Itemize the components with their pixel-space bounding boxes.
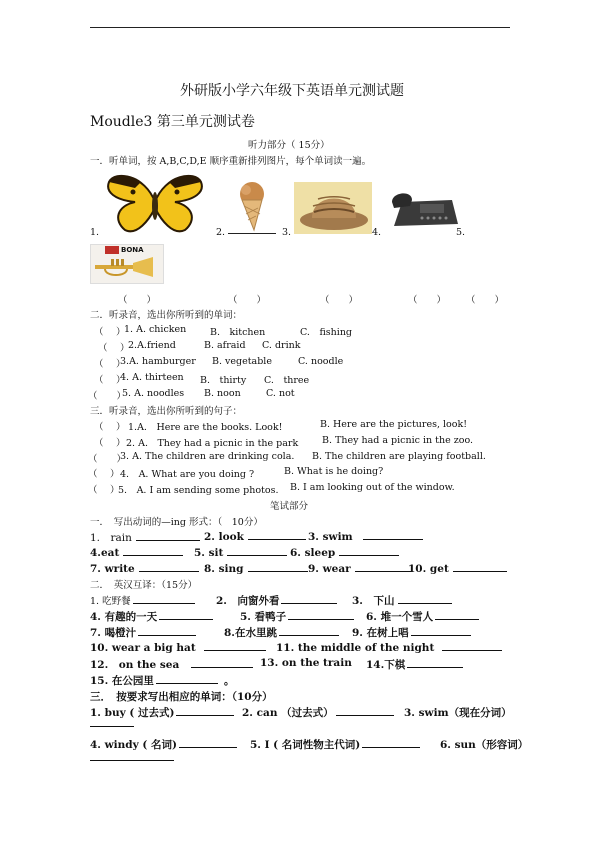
brand-logo-mark <box>105 246 119 254</box>
answer-bracket-3[interactable]: （ ） <box>320 295 359 306</box>
p3-option-b-3: B. The children are playing football. <box>312 451 486 462</box>
trans-end-mark: 。 <box>223 675 235 687</box>
form-label-2: 2. can （过去式） <box>242 707 334 719</box>
trans-item-4 <box>90 609 213 624</box>
trans-blank-5[interactable] <box>288 610 354 620</box>
trans-label-3: 3. 下山 <box>352 595 395 607</box>
p3-option-a-3: 3. A. The children are drinking cola. <box>120 451 295 462</box>
form-blank-3[interactable] <box>90 726 134 727</box>
ing-item-7 <box>90 562 199 575</box>
pic-2-underline <box>228 233 276 234</box>
hat-icon <box>296 184 372 232</box>
form-item-1 <box>90 705 234 720</box>
trans-item-14 <box>366 657 463 672</box>
form-label-4: 4. windy ( 名词) <box>90 739 177 751</box>
p2-bracket-5[interactable]: （ ） <box>88 391 127 402</box>
form-blank-2[interactable] <box>336 706 394 716</box>
trans-label-13: 13. on the train <box>260 657 352 669</box>
butterfly-icon <box>105 170 205 235</box>
p3-option-b-1: B. Here are the pictures, look! <box>320 419 468 430</box>
trans-label-11: 11. the middle of the night <box>276 642 435 654</box>
trans-blank-2[interactable] <box>281 594 337 604</box>
trans-blank-15[interactable] <box>156 674 218 684</box>
p2-option-b-3: B. vegetable <box>212 356 272 367</box>
trumpet-picture <box>90 244 164 284</box>
p3-option-a-4: 4. A. What are you doing ? <box>120 469 255 480</box>
trans-label-6: 6. 堆一个雪人 <box>366 611 434 623</box>
trans-blank-6[interactable] <box>435 610 479 620</box>
p2-option-c-1: C. fishing <box>300 327 353 338</box>
trans-item-1 <box>90 593 195 607</box>
trans-blank-1[interactable] <box>133 594 195 604</box>
trans-label-7: 7. 喝橙汁 <box>90 627 137 639</box>
p2-bracket-2[interactable]: （ ） <box>98 343 130 354</box>
ing-blank-3[interactable] <box>363 530 423 540</box>
part1-instruction: 一．听单词，按 A,B,C,D,E 顺序重新排列图片，每个单词读一遍。 <box>90 156 372 167</box>
pic-number-5: 5. <box>456 227 466 238</box>
answer-bracket-2[interactable]: （ ） <box>228 295 267 306</box>
pic-number-3: 3. <box>282 227 292 238</box>
p2-option-a-4: 4. A. thirteen <box>120 372 184 383</box>
trans-item-10 <box>90 641 266 654</box>
p3-option-a-2: 2. A. They had a picnic in the park <box>126 438 299 449</box>
p3-option-b-5: B. I am looking out of the window. <box>290 482 455 493</box>
trans-blank-7[interactable] <box>138 626 196 636</box>
ing-item-6 <box>290 546 399 559</box>
form-blank-6[interactable] <box>90 760 174 761</box>
ing-label-2: 2. look <box>204 531 244 543</box>
ing-item-1 <box>90 530 200 545</box>
p2-option-b-4: B. thirty <box>200 375 247 386</box>
trans-label-10: 10. wear a big hat <box>90 642 196 654</box>
ing-blank-9[interactable] <box>355 562 411 572</box>
p2-option-a-3: 3.A. hamburger <box>120 356 196 367</box>
trans-item-2 <box>216 593 337 608</box>
ing-label-10: 10. get <box>408 563 449 575</box>
answer-bracket-5[interactable]: （ ） <box>466 295 505 306</box>
form-label-5: 5. I ( 名词性物主代词) <box>250 739 361 751</box>
trans-blank-12[interactable] <box>191 658 253 668</box>
part2-instruction: 二．听录音，选出你所听到的单词： <box>90 310 243 321</box>
form-blank-4[interactable] <box>179 738 237 748</box>
page-title: 外研版小学六年级下英语单元测试题 <box>180 83 404 99</box>
p2-option-c-2: C. drink <box>262 340 301 351</box>
ing-blank-10[interactable] <box>453 562 507 572</box>
p3-option-a-1: 1.A. Here are the books. Look! <box>128 422 283 433</box>
part6-instruction: 三． 按要求写出相应的单词：（10分） <box>90 691 273 703</box>
ing-label-9: 9. wear <box>308 563 351 575</box>
pic-number-1: 1. <box>90 227 100 238</box>
trans-blank-10[interactable] <box>204 641 266 651</box>
trans-item-13 <box>260 657 352 669</box>
ing-blank-5[interactable] <box>227 546 287 556</box>
unit-subtitle: Moudle3 第三单元测试卷 <box>90 114 255 130</box>
p3-bracket-2[interactable]: （ ） <box>94 438 126 449</box>
brand-logo: BONA <box>121 246 144 254</box>
ing-label-1: 1. rain <box>90 532 132 544</box>
trans-label-9: 9. 在树上唱 <box>352 627 409 639</box>
trans-item-9 <box>352 625 471 640</box>
ing-label-8: 8. sing <box>204 563 244 575</box>
trans-label-14: 14.下棋 <box>366 659 406 671</box>
form-label-6: 6. sun（形容词） <box>440 739 529 751</box>
p3-bracket-4[interactable]: （ ） <box>88 469 120 480</box>
form-item-6 <box>440 737 528 752</box>
ing-item-5 <box>194 546 287 559</box>
form-blank-5[interactable] <box>362 738 420 748</box>
pic-number-2: 2. <box>216 227 226 238</box>
p2-option-c-5: C. not <box>266 388 295 399</box>
p3-bracket-1[interactable]: （ ） <box>94 422 126 433</box>
trans-blank-11[interactable] <box>442 641 502 651</box>
ing-label-6: 6. sleep <box>290 547 336 559</box>
ice-cream-icon <box>234 180 270 232</box>
trans-item-6 <box>366 609 479 624</box>
p2-option-c-3: C. noodle <box>298 356 344 367</box>
trumpet-icon <box>93 255 161 279</box>
ing-blank-8[interactable] <box>248 562 308 572</box>
p2-bracket-1[interactable]: （ ） <box>94 327 126 338</box>
trans-blank-4[interactable] <box>159 610 213 620</box>
ing-label-7: 7. write <box>90 563 135 575</box>
form-label-3: 3. swim（现在分词） <box>404 707 512 719</box>
trans-blank-14[interactable] <box>407 658 463 668</box>
trans-item-15 <box>90 673 234 688</box>
ing-blank-7[interactable] <box>139 562 199 572</box>
form-item-4 <box>90 737 237 752</box>
trans-item-3 <box>352 593 452 608</box>
form-item-2 <box>242 705 394 720</box>
p3-option-b-4: B. What is he doing? <box>284 466 384 477</box>
p2-option-a-1: 1. A. chicken <box>124 324 187 335</box>
ing-label-5: 5. sit <box>194 547 224 559</box>
part4-instruction: 一． 写出动词的—ing 形式：（ 10分） <box>90 517 263 528</box>
ing-item-3 <box>308 530 423 543</box>
answer-bracket-1[interactable]: （ ） <box>118 295 157 306</box>
ing-item-4 <box>90 546 183 559</box>
p2-option-b-5: B. noon <box>204 388 241 399</box>
listening-header: 听力部分（ 15分） <box>248 140 330 151</box>
ing-item-9 <box>308 562 411 575</box>
part5-instruction: 二． 英汉互译：（15分） <box>90 580 198 591</box>
p3-option-a-5: 5. A. I am sending some photos. <box>118 485 279 496</box>
trans-item-11 <box>276 641 502 654</box>
ing-item-2 <box>204 530 306 543</box>
p2-option-b-2: B. afraid <box>204 340 246 351</box>
ing-blank-2[interactable] <box>248 530 306 540</box>
p3-option-b-2: B. They had a picnic in the zoo. <box>322 435 474 446</box>
trans-label-8: 8.在水里跳 <box>224 627 277 639</box>
trans-item-8 <box>224 625 339 640</box>
p2-bracket-4[interactable]: （ ） <box>94 375 126 386</box>
form-blank-1[interactable] <box>176 706 234 716</box>
trans-blank-3[interactable] <box>398 594 452 604</box>
trans-label-1: 1. 吃野餐 <box>90 596 131 607</box>
ing-label-3: 3. swim <box>308 531 353 543</box>
form-item-3 <box>404 705 512 720</box>
ing-blank-4[interactable] <box>123 546 183 556</box>
trans-label-5: 5. 看鸭子 <box>240 611 287 623</box>
ing-item-10 <box>408 562 507 575</box>
ing-blank-6[interactable] <box>339 546 399 556</box>
written-header: 笔试部分 <box>270 501 309 512</box>
ing-item-8 <box>204 562 308 575</box>
trans-item-7 <box>90 625 196 640</box>
p2-option-a-2: 2.A.friend <box>128 340 176 351</box>
answer-bracket-4[interactable]: （ ） <box>408 295 447 306</box>
p2-option-b-1: B. kitchen <box>210 327 266 338</box>
trans-label-4: 4. 有趣的一天 <box>90 611 158 623</box>
telephone-icon <box>388 186 460 230</box>
ing-label-4: 4.eat <box>90 547 120 559</box>
trans-label-2: 2. 向窗外看 <box>216 595 280 607</box>
trans-item-5 <box>240 609 354 624</box>
trans-blank-8[interactable] <box>279 626 339 636</box>
form-item-5 <box>250 737 420 752</box>
p3-bracket-5[interactable]: （ ） <box>88 485 120 496</box>
trans-item-12 <box>90 657 253 672</box>
p2-bracket-3[interactable]: （ ） <box>94 359 126 370</box>
pic-number-4: 4. <box>372 227 382 238</box>
ing-blank-1[interactable] <box>136 531 200 541</box>
trans-label-15: 15. 在公园里 <box>90 675 154 687</box>
part3-instruction: 三．听录音，选出你所听到的句子： <box>90 406 243 417</box>
p2-option-a-5: 5. A. noodles <box>122 388 185 399</box>
trans-blank-9[interactable] <box>411 626 471 636</box>
p2-option-c-4: C. three <box>264 375 310 386</box>
header-rule <box>90 27 510 28</box>
p3-bracket-3[interactable]: （ ） <box>88 454 127 465</box>
trans-label-12: 12. on the sea <box>90 659 180 671</box>
form-label-1: 1. buy ( 过去式) <box>90 707 175 719</box>
